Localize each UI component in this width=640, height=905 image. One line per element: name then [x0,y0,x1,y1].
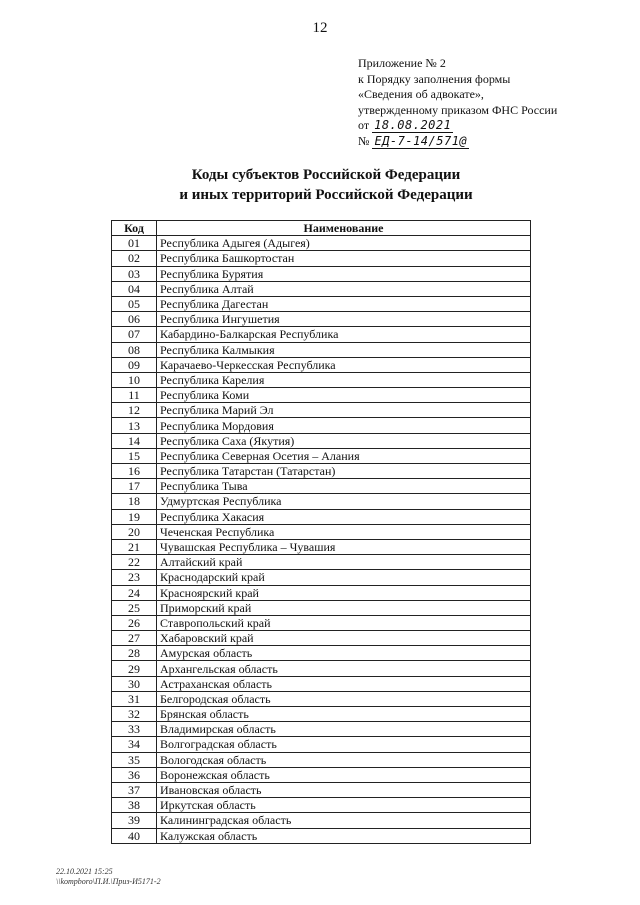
row-code: 25 [112,600,157,615]
row-code: 14 [112,433,157,448]
table-row [112,782,531,797]
row-name: Калужская область [157,828,531,843]
row-code: 28 [112,646,157,661]
table-row [112,615,531,630]
table-row [112,418,531,433]
row-name: Карачаево-Черкесская Республика [157,357,531,372]
row-name: Краснодарский край [157,570,531,585]
table-row [112,433,531,448]
appendix-line: Приложение № 2 [358,56,446,70]
row-code: 18 [112,494,157,509]
row-code: 07 [112,327,157,342]
row-code: 26 [112,615,157,630]
row-name: Республика Мордовия [157,418,531,433]
table-row [112,251,531,266]
row-name: Вологодская область [157,752,531,767]
table-row [112,661,531,676]
row-code: 21 [112,539,157,554]
row-name: Алтайский край [157,555,531,570]
row-name: Республика Калмыкия [157,342,531,357]
table-row [112,342,531,357]
table-row [112,646,531,661]
row-code: 11 [112,388,157,403]
table-row [112,691,531,706]
row-name: Ивановская область [157,782,531,797]
table-row [112,266,531,281]
row-name: Владимирская область [157,722,531,737]
row-name: Воронежская область [157,767,531,782]
footer-path: \\kompboro\П.И.\Приз-И5171-2 [56,877,161,886]
table-row [112,372,531,387]
row-code: 10 [112,372,157,387]
row-code: 12 [112,403,157,418]
footer-timestamp: 22.10.2021 15:25 [56,867,113,876]
row-code: 38 [112,798,157,813]
row-code: 15 [112,448,157,463]
row-code: 06 [112,312,157,327]
row-name: Республика Алтай [157,281,531,296]
table-row [112,585,531,600]
table-row [112,296,531,311]
row-name: Иркутская область [157,798,531,813]
table-row [112,600,531,615]
row-name: Республика Адыгея (Адыгея) [157,236,531,251]
order-number: ЕД-7-14/571@ [374,133,468,148]
table-body [112,236,531,844]
table-row [112,707,531,722]
table-row [112,767,531,782]
row-code: 24 [112,585,157,600]
appendix-line: к Порядку заполнения формы [358,71,511,86]
row-code: 23 [112,570,157,585]
table-row [112,236,531,251]
row-name: Республика Карелия [157,372,531,387]
table-row [112,737,531,752]
row-name: Республика Хакасия [157,509,531,524]
row-name: Республика Бурятия [157,266,531,281]
table-row [112,539,531,554]
table-header-row [112,221,531,236]
row-code: 40 [112,828,157,843]
row-name: Брянская область [157,707,531,722]
row-name: Архангельская область [157,661,531,676]
table-row [112,524,531,539]
row-code: 13 [112,418,157,433]
document-title [0,165,640,205]
row-code: 39 [112,813,157,828]
table-row [112,798,531,813]
footer-stamp [56,867,161,887]
row-code: 32 [112,707,157,722]
row-code: 20 [112,524,157,539]
row-name: Республика Саха (Якутия) [157,433,531,448]
row-name: Республика Дагестан [157,296,531,311]
row-name: Амурская область [157,646,531,661]
table-row [112,327,531,342]
row-code: 17 [112,479,157,494]
row-name: Кабардино-Балкарская Республика [157,327,531,342]
row-code: 22 [112,555,157,570]
row-name: Чувашская Республика – Чувашия [157,539,531,554]
row-code: 08 [112,342,157,357]
row-name: Волгоградская область [157,737,531,752]
table-row [112,403,531,418]
row-name: Астраханская область [157,676,531,691]
table-row [112,479,531,494]
row-name: Республика Татарстан (Татарстан) [157,464,531,479]
row-code: 30 [112,676,157,691]
row-name: Ставропольский край [157,615,531,630]
appendix-line: утвержденному приказом ФНС России [358,102,558,117]
table-row [112,281,531,296]
number-prefix: № [358,133,370,148]
row-code: 16 [112,464,157,479]
row-code: 37 [112,782,157,797]
row-name: Республика Ингушетия [157,312,531,327]
row-name: Белгородская область [157,691,531,706]
row-code: 34 [112,737,157,752]
table-row [112,828,531,843]
table-row [112,464,531,479]
row-name: Хабаровский край [157,631,531,646]
row-name: Калининградская область [157,813,531,828]
table-row [112,494,531,509]
table-row [112,752,531,767]
table-row [112,722,531,737]
row-name: Приморский край [157,600,531,615]
row-name: Республика Тыва [157,479,531,494]
table-row [112,631,531,646]
row-code: 02 [112,251,157,266]
row-code: 05 [112,296,157,311]
date-prefix: от [358,118,370,132]
row-name: Республика Коми [157,388,531,403]
row-name: Республика Марий Эл [157,403,531,418]
row-code: 19 [112,509,157,524]
page-number: 12 [312,20,328,36]
table-row [112,388,531,403]
table-row [112,813,531,828]
row-code: 29 [112,661,157,676]
row-code: 33 [112,722,157,737]
order-number-line [358,134,557,150]
row-name: Республика Северная Осетия – Алания [157,448,531,463]
row-code: 03 [112,266,157,281]
row-name: Удмуртская Республика [157,494,531,509]
row-name: Чеченская Республика [157,524,531,539]
order-date: 18.08.2021 [374,118,452,132]
subjects-table [111,220,531,844]
appendix-block [358,56,557,149]
row-code: 36 [112,767,157,782]
table-row [112,676,531,691]
header-code: Код [112,221,157,236]
order-date-line [358,118,557,134]
table-row [112,570,531,585]
appendix-line: «Сведения об адвокате», [358,87,484,101]
row-name: Красноярский край [157,585,531,600]
row-name: Республика Башкортостан [157,251,531,266]
table-row [112,312,531,327]
row-code: 31 [112,691,157,706]
row-code: 04 [112,281,157,296]
table-row [112,357,531,372]
row-code: 01 [112,236,157,251]
row-code: 27 [112,631,157,646]
title-line: и иных территорий Российской Федерации [179,187,473,203]
row-code: 35 [112,752,157,767]
row-code: 09 [112,357,157,372]
table-row [112,555,531,570]
title-line: Коды субъектов Российской Федерации [191,167,461,183]
table-row [112,509,531,524]
table-row [112,448,531,463]
header-name: Наименование [157,221,531,236]
